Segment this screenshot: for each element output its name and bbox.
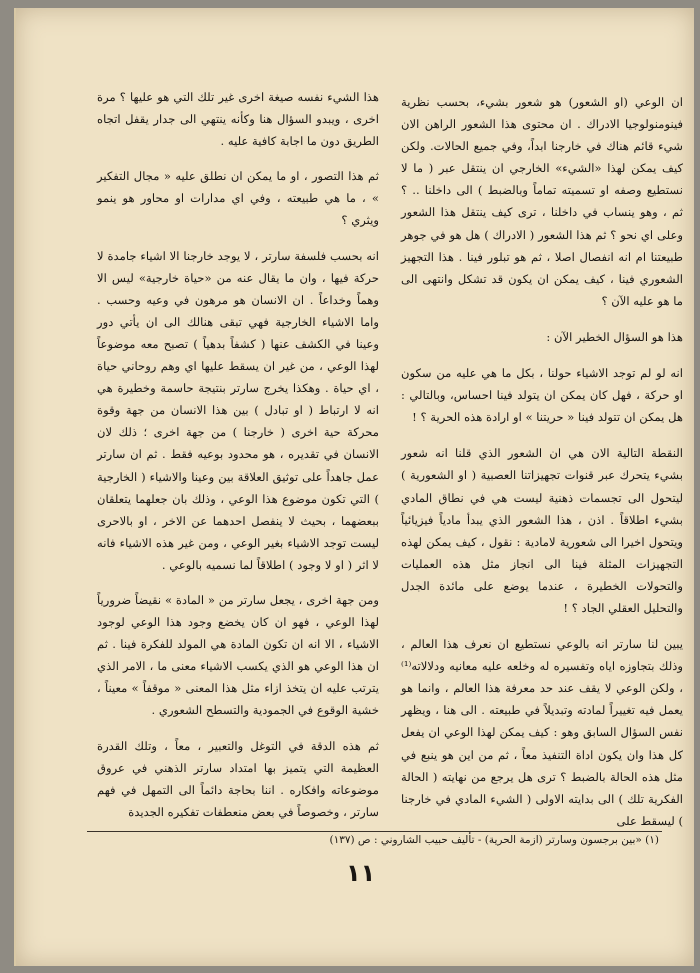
paragraph: النقطة التالية الان هي ان الشعور الذي قلنا انه شعور بشيء يتحرك عبر قنوات تجهيزاتنا العصبية ( او الشعورية ) ليتحول الى تجسمات ذهنية ليست هي في نطاق المادي بشيء اطلاقاً . اذن ، هذا الشعور الذي يبدأ مادياً فيزيائياً ويتحول اخيرا الى شعورية لامادية : نقول ، كيف يمكن لهذه التجهيزات المثلة فينا الى انجاز مثل هذه العمليات والتحولات الخطيرة ، عندما يوضع على مائدة الجدل والتحليل العقلي الجاد ؟ !: [401, 446, 683, 615]
paragraph: انه بحسب فلسفة سارتر ، لا يوجد خارجنا الا اشياء جامدة لا حركة فيها ، وان ما يقال عنه من «حياة خارجية» ليس الا وهماً وخداعاً . ان الانسان هو مرهون في وعيه وحسب . واما الاشياء الخارجية فهي تبقى هنالك الى ان يأتي دور وعينا في الكشف عنها ( كشفاً بدهياً ) تصبح معه موضوعاً لهذا الوعي ، من غير ان يسقط عليها اي وهم روحاني حياة ، اي حياة . وهكذا يخرج سارتر بنتيجة حاسمة وخطيرة هي انه لا ارتباط ( او تبادل ) بين هذا الانسان من جهة وقوة محركة حية اخرى ( خارجنا ) من جهة اخرى ؛ ذلك لان الانسان في تقديره ، هو محدود بوعيه فقط . ثم ان سارتر عمل جاهداً على توثيق العلاقة بين وعينا والاشياء ( الخارجية ) التي تكون موضوع هذا الوعي ، وذلك بان جعلهما يتعلقان ببعضهما ، بحيث لا ينفصل احدهما عن الاخر ، او بالاحرى ليست توجد الاشياء بغير الوعي ، ومن غير هذه الاشياء فانه لا اثر ( او لا وجود ) اطلاقاً لما نسميه بالوعي .: [97, 248, 379, 572]
paragraph: ان الوعي (او الشعور) هو شعور بشيء، بحسب نظرية فينومنولوجيا الادراك . ان محتوى هذا الشعور الراهن الان شيء قائم هناك في خارجنا ابداً، وفي جميع الحالات. ولكن كيف يمكن لهذا «الشيء» الخارجي ان ينتقل عبر ( ما لا نستطيع وصفه او تسميته تماماً وبالضبط ) الى داخلنا .. ؟ ثم ، وهو ينساب في داخلنا ، ترى كيف ينتقل هذا الشعور وعلى اي نحو ؟ ثم هذا الشعور ( الادراك ) هل هو في جوهر طبيعتنا ام انه انفصال اصلا ، ثم هو تبلور فينا . هذا التجهيز الشعوري فينا ، كيف يمكن ان يكون قد تشكل وانتهى الى ما هو عليه الآن ؟: [401, 95, 683, 308]
paragraph: ثم هذا التصور ، او ما يمكن ان نطلق عليه « مجال التفكير » ، ما هي طبيعته ، وفي اي مدارات او محاور هو ينمو ويثري ؟: [97, 169, 379, 228]
footnote-divider: [87, 831, 662, 832]
paragraph: هذا الشيء نفسه صيغة اخرى غير تلك التي هو عليها ؟ مرة اخرى ، ويبدو السؤال هنا وكأنه ينتهي الى جدار يقفل اتجاه الطريق دون ما اجابة كافية عليه .: [97, 90, 379, 149]
footnote: (١) «بين برجسون وسارتر (ازمة الحرية) - تأليف حبيب الشاروني : ص (١٣٧): [329, 834, 659, 846]
paragraph: هذا هو السؤال الخطير الآن :: [546, 329, 683, 344]
book-page: [14, 8, 694, 966]
paragraph: ثم هذه الدقة في التوغل والتعبير ، معاً ، وتلك القدرة العظيمة التي يتميز بها امتداد سارتر الذهني في عروق موضوعاته وافكاره . اننا بحاجة دائماً الى التمهل في فهم سارتر ، وخصوصاً في بعض منعطفات تفكيره الجديدة: [97, 738, 379, 819]
right-column: [401, 91, 683, 846]
paragraph: انه لو لم توجد الاشياء حولنا ، بكل ما هي عليه من سكون او حركة ، فهل كان يمكن ان يتولد فينا احساس، وبالتالي : هل يمكن ان تتولد فينا « حريتنا » او ارادة هذه الحرية ؟ !: [401, 366, 683, 425]
left-column: [97, 86, 379, 836]
paragraph: ومن جهة اخرى ، يجعل سارتر من « المادة » نقيضاً ضرورياً لهذا الوعي ، فهو ان كان يخضع وجود هذا الوعي لوجود الاشياء ، الا انه ان تكون المادة هي المولد للفكرة فينا . ثم ان هذا الوعي هو الذي يكسب الاشياء معنى ما ، الامر الذي يترتب عليه ان يتخذ ازاء مثل هذا المعنى « موقفاً » معيناً ، خشية الوقوع في الجمودية والتسطح الشعوري .: [97, 592, 379, 718]
paragraph: يبين لنا سارتر انه بالوعي نستطيع ان نعرف هذا العالم ، وذلك بتجاوزه اياه وتفسيره له وخلعه عليه معانيه ودلالاته⁽¹⁾ ، ولكن الوعي لا يقف عند حد معرفة هذا العالم ، وانما هو يعمل فيه تغييراً لمادته وتبديلاً في طبيعته . الى هنا ، ويظهر نفس السؤال السابق وهو : كيف يمكن لهذا الوعي ان يفعل كل هذا وان يكون اداة التنفيذ معاً ، ثم من اين هو ينبع في مثل هذه الحالة بالضبط ؟ ترى هل يرجع من نهايته ( الحالة الفكرية تلك ) الى بدايته الاولى ( الشيء المادي في خارجنا ) ليسقط على: [401, 637, 683, 828]
page-number: ١١: [346, 859, 376, 887]
